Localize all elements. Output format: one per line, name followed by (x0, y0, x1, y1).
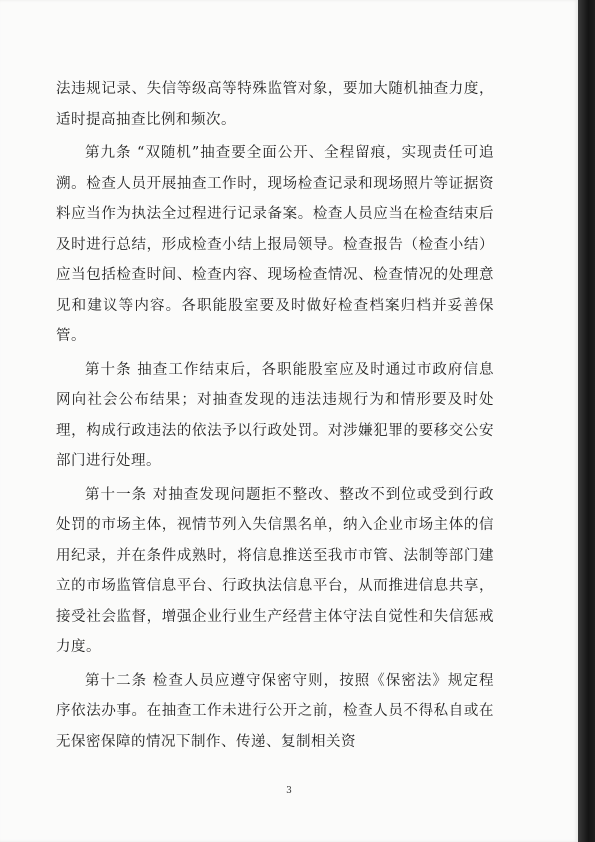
document-body (56, 74, 494, 760)
paragraph-article-12: 第十二条 检查人员应遵守保密守则，按照《保密法》规定程序依法办事。在抽查工作未进行公开之前，检查人员不得私自或在无保密保障的情况下制作、传递、复制相关资 (56, 672, 494, 750)
paragraph-article-9: 第九条 “双随机”抽查要全面公开、全程留痕，实现责任可追溯。检查人员开展抽查工作时，现场检查记录和现场照片等证据资料应当作为执法全过程进行记录备案。检查人员应当在检查结束后及时进行总结，形成检查小结上报局领导。检查报告（检查小结）应当包括检查时间、检查内容、现场检查情况、检查情况的处理意见和建议等内容。各职能股室要及时做好检查档案归档并妥善保管。 (56, 145, 494, 344)
paragraph-article-10: 第十条 抽查工作结束后，各职能股室应及时通过市政府信息网向社会公布结果；对抽查发现的违法违规行为和情形要及时处理，构成行政违法的依法予以行政处罚。对涉嫌犯罪的要移交公安部门进行处理。 (56, 361, 494, 469)
page-number: 3 (286, 786, 292, 796)
paragraph-article-11: 第十一条 对抽查发现问题拒不整改、整改不到位或受到行政处罚的市场主体，视情节列入失信黑名单，纳入企业市场主体的信用纪录，并在条件成熟时，将信息推送至我市市管、法制等部门建立的市场监管信息平台、行政执法信息平台，从而推进信息共享，接受社会监督，增强企业行业生产经营主体守法自觉性和失信惩戒力度。 (56, 486, 494, 655)
paragraph-continuation: 法违规记录、失信等级高等特殊监管对象，要加大随机抽查力度，适时提高抽查比例和频次。 (56, 81, 494, 128)
scan-edge-shadow (578, 0, 595, 842)
